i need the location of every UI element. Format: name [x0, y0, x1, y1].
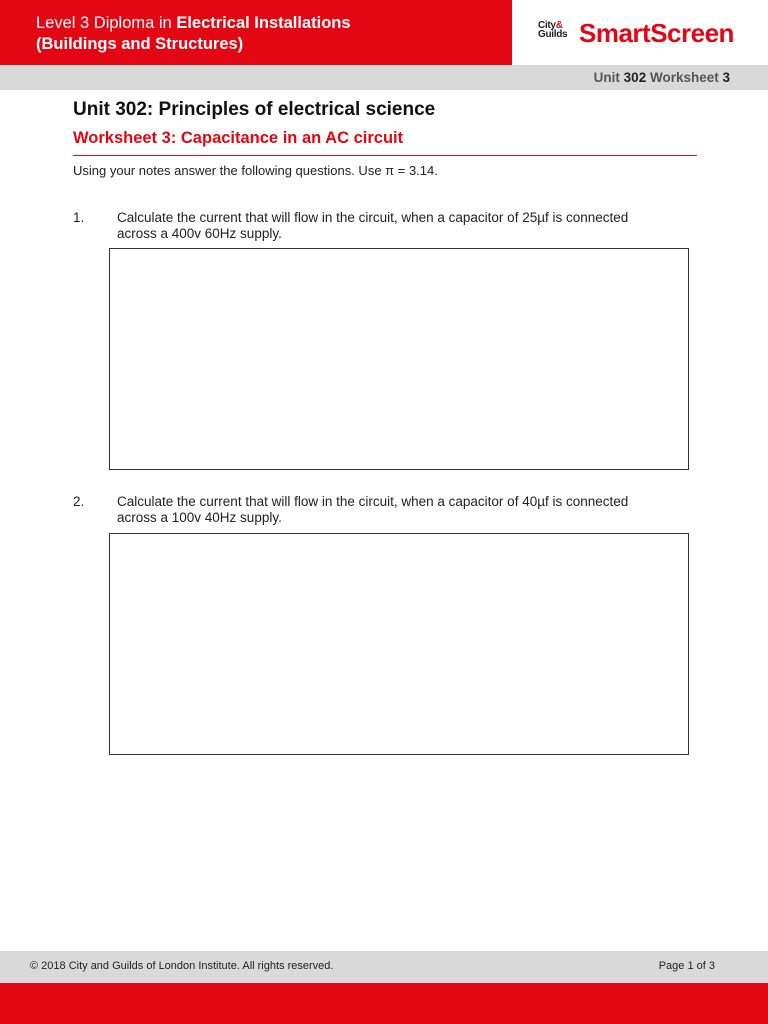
worksheet-number: 3: [722, 70, 730, 85]
answer-box-2[interactable]: [109, 533, 689, 755]
footer-band: [0, 983, 768, 1024]
question-2-line2: across a 100v 40Hz supply.: [117, 510, 282, 525]
page-subtitle: Worksheet 3: Capacitance in an AC circuit: [73, 129, 404, 147]
worksheet-label: Worksheet: [646, 70, 723, 85]
course-title-line2: (Buildings and Structures): [36, 35, 244, 53]
question-1-line1: Calculate the current that will flow in the circuit, when a capacitor of 25µf is connected: [117, 210, 629, 225]
question-2-line1: Calculate the current that will flow in the circuit, when a capacitor of 40µf is connected: [117, 494, 629, 509]
footer: [0, 951, 768, 983]
unit-bar: [0, 65, 768, 90]
instructions: Using your notes answer the following questions. Use π = 3.14.: [73, 163, 438, 178]
logo-guilds: Guilds: [538, 29, 568, 40]
course-title: [36, 13, 351, 55]
logo-city: City: [538, 20, 556, 31]
question-1-number: 1.: [73, 210, 85, 225]
question-2-text: [117, 494, 677, 526]
page-title: Unit 302: Principles of electrical science: [73, 99, 436, 120]
answer-box-1[interactable]: [109, 248, 689, 470]
logo-amp: &: [555, 20, 563, 31]
course-title-bold: Electrical Installations: [176, 14, 351, 32]
title-divider: [73, 155, 697, 156]
question-1-line2: across a 400v 60Hz supply.: [117, 226, 282, 241]
question-1-text: [117, 210, 677, 242]
unit-label: Unit: [593, 70, 624, 85]
course-title-prefix: Level 3 Diploma in: [36, 14, 177, 32]
city-guilds-logo: [538, 21, 567, 39]
unit-number: 302: [623, 70, 647, 85]
page-number: Page 1 of 3: [658, 960, 715, 972]
header-band: [0, 0, 512, 65]
unit-worksheet-label: [594, 70, 730, 85]
question-2-number: 2.: [73, 494, 85, 509]
logo: [512, 0, 768, 65]
smartscreen-logo: SmartScreen: [579, 18, 734, 48]
copyright: © 2018 City and Guilds of London Institute. All rights reserved.: [30, 960, 334, 972]
